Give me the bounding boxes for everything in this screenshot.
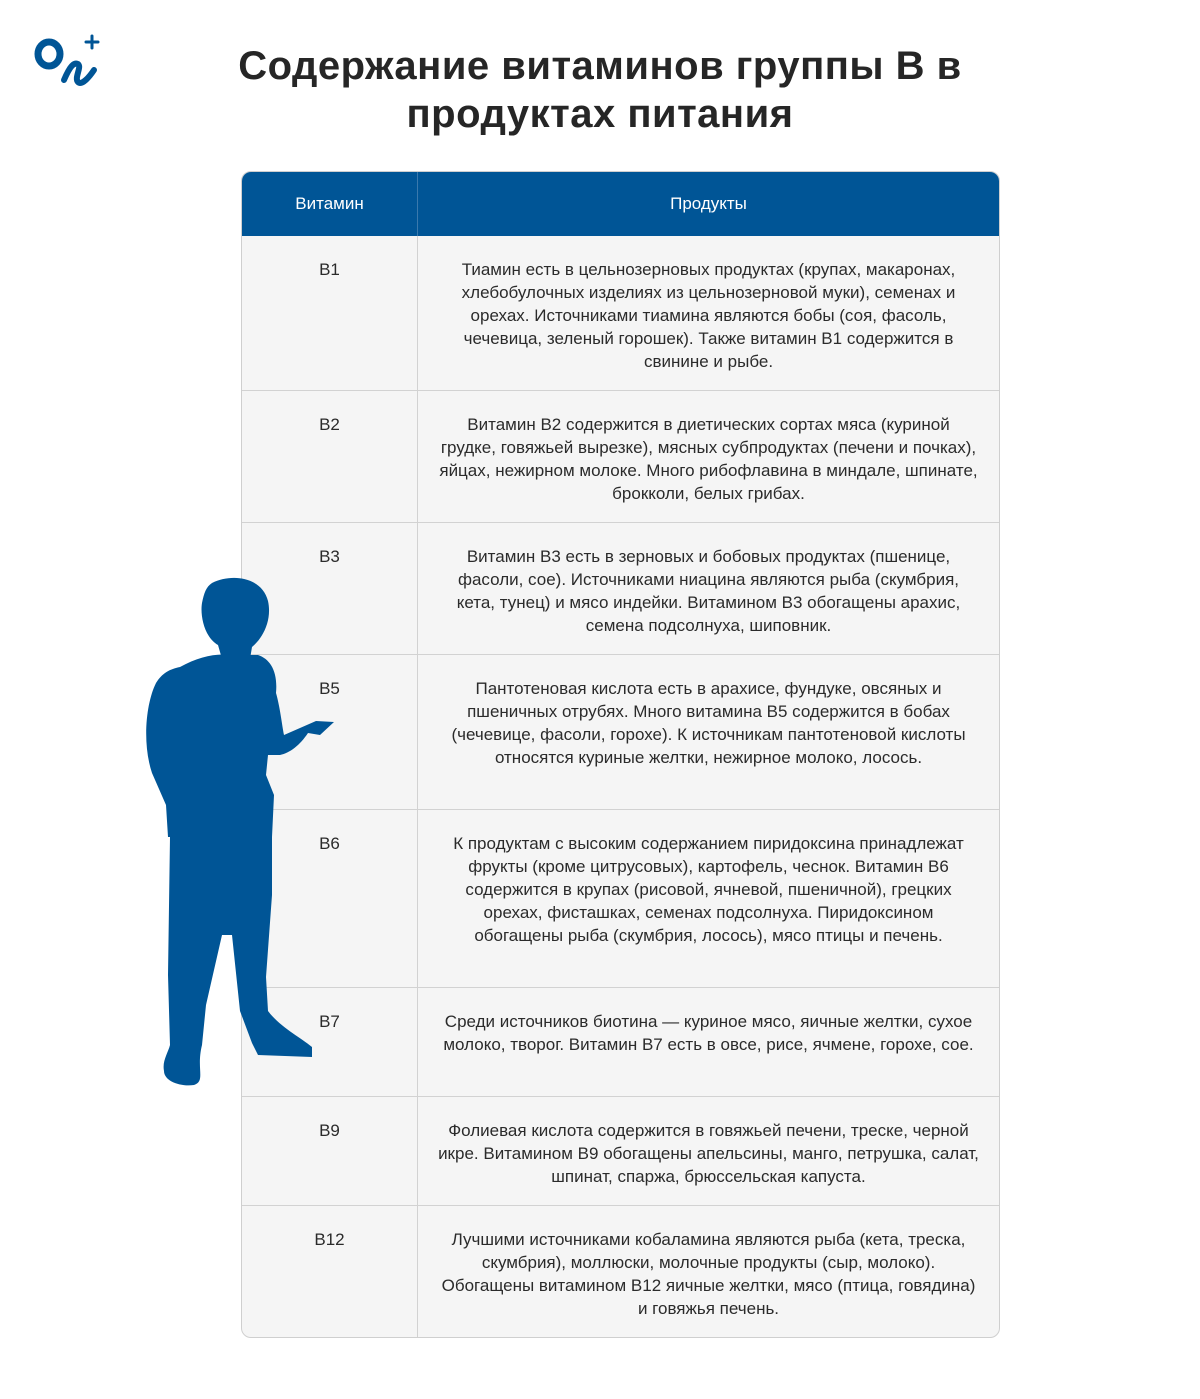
table-row xyxy=(242,390,999,522)
title-line-2: продуктах питания xyxy=(406,92,794,136)
page-title xyxy=(150,42,1050,138)
vitamin-cell: B9 xyxy=(242,1097,418,1205)
table-row xyxy=(242,809,999,987)
table-row xyxy=(242,522,999,654)
products-cell: Тиамин есть в цельнозерновых продуктах (крупах, макаронах, хлебобулочных изделиях из цельнозерновой муки), семенах и орехах. Источниками тиамина являются бобы (соя, фасоль, чечевица, зеленый горошек). Также витамин B1 содержится в свинине и рыбе. xyxy=(461,260,956,371)
vitamin-cell: B7 xyxy=(242,988,418,1096)
table-row xyxy=(242,236,999,390)
products-cell: Витамин B2 содержится в диетических сортах мяса (куриной грудке, говяжьей вырезке), мясных субпродуктах (печени и почках), яйцах, нежирном молоке. Много рибофлавина в миндале, шпинате, брокколи, белых грибах. xyxy=(439,415,978,503)
products-cell: К продуктам с высоким содержанием пиридоксина принадлежат фрукты (кроме цитрусовых), картофель, чеснок. Витамин B6 содержится в крупах (рисовой, ячневой, пшеничной), грецких орехах, фисташках, семенах подсолнуха. Пиридоксином обогащены рыба (скумбрия, лосось), мясо птицы и печень. xyxy=(453,834,964,945)
vitamin-cell: B2 xyxy=(242,391,418,522)
products-cell: Среди источников биотина — куриное мясо, яичные желтки, сухое молоко, творог. Витамин B7 есть в овсе, рисе, ячмене, горохе, сое. xyxy=(443,1012,974,1054)
vitamin-cell: B1 xyxy=(242,236,418,390)
person-with-phone-silhouette-icon xyxy=(140,575,340,1090)
vitamin-cell: B12 xyxy=(242,1206,418,1337)
vitamin-cell: B5 xyxy=(242,655,418,809)
table-body xyxy=(242,236,999,1337)
products-cell: Пантотеновая кислота есть в арахисе, фундуке, овсяных и пшеничных отрубях. Много витамина B5 содержится в бобах (чечевице, фасоли, горохе). К источникам пантотеновой кислоты относятся куриные желтки, нежирное молоко, лосось. xyxy=(451,679,966,767)
vitamins-table xyxy=(241,171,1000,1338)
vitamin-cell: B3 xyxy=(242,523,418,654)
title-line-1: Содержание витаминов группы B в xyxy=(238,44,962,88)
table-row xyxy=(242,654,999,809)
products-cell: Витамин B3 есть в зерновых и бобовых продуктах (пшенице, фасоли, сое). Источниками ниацина являются рыба (скумбрия, кета, тунец) и мясо индейки. Витамином B3 обогащены арахис, семена подсолнуха, шиповник. xyxy=(456,547,961,635)
vitamin-cell: B6 xyxy=(242,810,418,987)
table-row xyxy=(242,987,999,1096)
table-row xyxy=(242,1096,999,1205)
table-header xyxy=(242,172,999,236)
products-cell: Лучшими источниками кобаламина являются рыба (кета, треска, скумбрия), моллюски, молочные продукты (сыр, молоко). Обогащены витамином B12 яичные желтки, мясо (птица, говядина) и говяжья печень. xyxy=(441,1230,976,1318)
on-plus-logo-icon xyxy=(34,30,104,96)
table-row xyxy=(242,1205,999,1337)
header-vitamin: Витамин xyxy=(242,172,418,236)
products-cell: Фолиевая кислота содержится в говяжьей печени, треске, черной икре. Витамином B9 обогащены апельсины, манго, петрушка, салат, шпинат, спаржа, брюссельская капуста. xyxy=(438,1121,979,1186)
header-products: Продукты xyxy=(670,194,747,213)
